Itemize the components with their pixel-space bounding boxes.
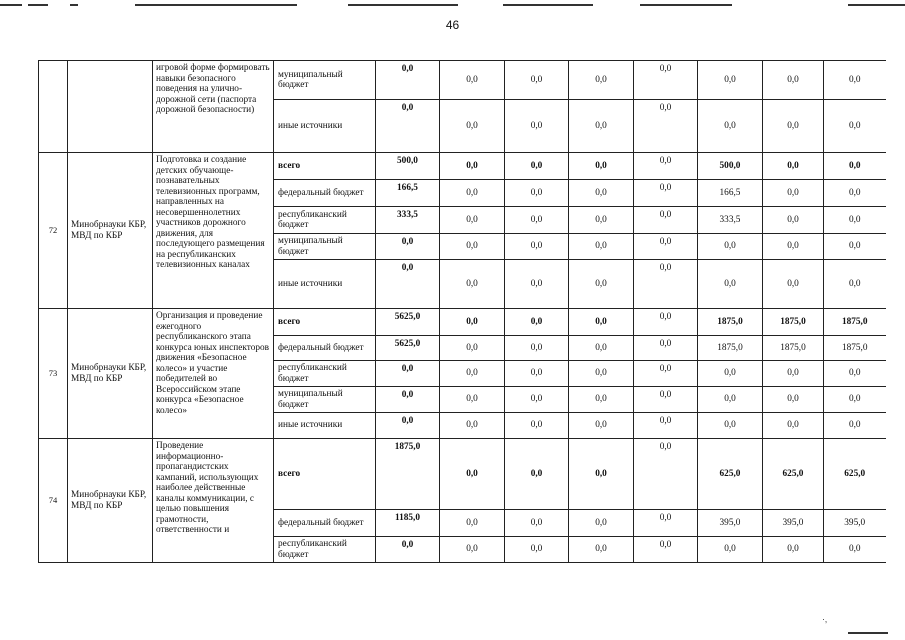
row-number	[39, 61, 68, 153]
amount-cell: 0,0	[505, 413, 569, 439]
amount-cell: 0,0	[824, 207, 886, 234]
amount-cell: 0,0	[763, 180, 824, 207]
scan-top-line	[348, 4, 458, 6]
amount-cell: 395,0	[763, 510, 824, 537]
amount-cell: 0,0	[569, 207, 634, 234]
amount-cell: 333,5	[698, 207, 763, 234]
amount-cell: 0,0	[440, 537, 505, 563]
amount-cell: 0,0	[505, 234, 569, 260]
amount-cell: 0,0	[505, 361, 569, 387]
amount-cell: 0,0	[634, 336, 698, 361]
amount-cell: 0,0	[824, 61, 886, 100]
amount-cell: 0,0	[698, 387, 763, 413]
amount-cell: 0,0	[440, 510, 505, 537]
amount-cell: 0,0	[698, 413, 763, 439]
amount-cell: 0,0	[634, 387, 698, 413]
funding-source: федеральный бюджет	[274, 180, 376, 207]
amount-cell: 0,0	[634, 510, 698, 537]
page-number: 46	[445, 18, 460, 32]
amount-cell: 0,0	[440, 439, 505, 510]
amount-cell: 0,0	[763, 387, 824, 413]
amount-cell: 500,0	[376, 153, 440, 180]
amount-cell: 0,0	[634, 537, 698, 563]
amount-cell: 0,0	[634, 180, 698, 207]
amount-cell: 0,0	[440, 207, 505, 234]
activity-description: Проведение информационно-пропагандистских кампаний, использующих наиболее действенные каналы коммуникации, с целью повышения грамотности, ответственности и	[153, 439, 274, 563]
row-number: 74	[39, 439, 68, 563]
amount-cell: 0,0	[376, 100, 440, 153]
table-row	[39, 439, 886, 510]
amount-cell: 0,0	[763, 100, 824, 153]
amount-cell: 0,0	[763, 537, 824, 563]
amount-cell: 0,0	[763, 207, 824, 234]
table-row	[39, 153, 886, 180]
amount-cell: 333,5	[376, 207, 440, 234]
amount-cell: 0,0	[440, 100, 505, 153]
amount-cell: 0,0	[698, 260, 763, 309]
budget-table	[38, 60, 886, 563]
amount-cell: 1875,0	[698, 336, 763, 361]
amount-cell: 0,0	[440, 336, 505, 361]
amount-cell: 500,0	[698, 153, 763, 180]
amount-cell: 0,0	[569, 387, 634, 413]
amount-cell: 0,0	[634, 361, 698, 387]
funding-source: федеральный бюджет	[274, 336, 376, 361]
amount-cell: 0,0	[824, 537, 886, 563]
amount-cell: 0,0	[569, 100, 634, 153]
amount-cell: 0,0	[569, 361, 634, 387]
amount-cell: 0,0	[569, 309, 634, 336]
funding-source: муниципальный бюджет	[274, 61, 376, 100]
amount-cell: 0,0	[505, 336, 569, 361]
amount-cell: 0,0	[505, 153, 569, 180]
amount-cell: 0,0	[824, 413, 886, 439]
amount-cell: 0,0	[634, 413, 698, 439]
amount-cell: 0,0	[634, 234, 698, 260]
amount-cell: 0,0	[824, 387, 886, 413]
amount-cell: 0,0	[440, 180, 505, 207]
amount-cell: 0,0	[763, 153, 824, 180]
executor-cell: Минобрнауки КБР, МВД по КБР	[68, 439, 153, 563]
funding-source: иные источники	[274, 413, 376, 439]
amount-cell: 0,0	[824, 361, 886, 387]
amount-cell: 0,0	[698, 234, 763, 260]
amount-cell: 0,0	[505, 260, 569, 309]
funding-source: муниципальный бюджет	[274, 234, 376, 260]
scan-bottom-line	[848, 632, 888, 634]
funding-source: муниципальный бюджет	[274, 387, 376, 413]
amount-cell: 0,0	[440, 61, 505, 100]
funding-source: республиканский бюджет	[274, 361, 376, 387]
amount-cell: 166,5	[376, 180, 440, 207]
activity-description: Организация и проведение ежегодного республиканского этапа конкурса юных инспекторов движения «Безопасное колесо» и участие победителей во Всероссийском этапе конкурса «Безопасное колесо»	[153, 309, 274, 439]
amount-cell: 395,0	[698, 510, 763, 537]
amount-cell: 0,0	[569, 413, 634, 439]
amount-cell: 0,0	[376, 234, 440, 260]
amount-cell: 0,0	[763, 361, 824, 387]
amount-cell: 0,0	[376, 61, 440, 100]
amount-cell: 0,0	[569, 439, 634, 510]
funding-source: всего	[274, 439, 376, 510]
amount-cell: 395,0	[824, 510, 886, 537]
amount-cell: 0,0	[698, 100, 763, 153]
funding-source: всего	[274, 309, 376, 336]
executor-cell: Минобрнауки КБР, МВД по КБР	[68, 153, 153, 309]
scan-top-line	[0, 4, 22, 6]
activity-description: игровой форме формировать навыки безопасного поведения на улично-дорожной сети (паспорта дорожной безопасности)	[153, 61, 274, 153]
amount-cell: 0,0	[376, 537, 440, 563]
amount-cell: 0,0	[634, 153, 698, 180]
amount-cell: 0,0	[569, 260, 634, 309]
activity-description: Подготовка и создание детских обучающе-познавательных телевизионных программ, направленных на несовершеннолетних участников дорожного движения, для последующего размещения на республиканских телевизионных каналах	[153, 153, 274, 309]
amount-cell: 0,0	[505, 100, 569, 153]
row-number: 73	[39, 309, 68, 439]
scan-top-line	[135, 4, 297, 6]
amount-cell: 0,0	[634, 207, 698, 234]
amount-cell: 0,0	[569, 234, 634, 260]
amount-cell: 5625,0	[376, 309, 440, 336]
amount-cell: 0,0	[505, 61, 569, 100]
funding-source: иные источники	[274, 260, 376, 309]
amount-cell: 0,0	[440, 361, 505, 387]
scan-mark: ·‚	[822, 614, 827, 624]
amount-cell: 625,0	[824, 439, 886, 510]
amount-cell: 0,0	[505, 309, 569, 336]
amount-cell: 0,0	[505, 537, 569, 563]
amount-cell: 0,0	[440, 260, 505, 309]
amount-cell: 0,0	[440, 234, 505, 260]
amount-cell: 0,0	[763, 260, 824, 309]
amount-cell: 0,0	[569, 510, 634, 537]
amount-cell: 0,0	[634, 260, 698, 309]
amount-cell: 0,0	[440, 387, 505, 413]
table-row	[39, 309, 886, 336]
amount-cell: 166,5	[698, 180, 763, 207]
funding-source: всего	[274, 153, 376, 180]
amount-cell: 0,0	[824, 260, 886, 309]
amount-cell: 0,0	[698, 361, 763, 387]
amount-cell: 0,0	[569, 180, 634, 207]
scan-top-line	[70, 4, 78, 6]
amount-cell: 0,0	[440, 413, 505, 439]
amount-cell: 0,0	[440, 153, 505, 180]
amount-cell: 0,0	[505, 180, 569, 207]
amount-cell: 1875,0	[763, 336, 824, 361]
amount-cell: 5625,0	[376, 336, 440, 361]
executor-cell	[68, 61, 153, 153]
scan-top-line	[848, 4, 905, 6]
amount-cell: 0,0	[376, 361, 440, 387]
amount-cell: 0,0	[763, 234, 824, 260]
row-number: 72	[39, 153, 68, 309]
scan-top-line	[503, 4, 593, 6]
amount-cell: 0,0	[505, 439, 569, 510]
amount-cell: 0,0	[569, 336, 634, 361]
amount-cell: 1875,0	[824, 309, 886, 336]
amount-cell: 0,0	[634, 61, 698, 100]
table-row	[39, 61, 886, 100]
amount-cell: 0,0	[763, 413, 824, 439]
amount-cell: 1875,0	[763, 309, 824, 336]
amount-cell: 0,0	[698, 537, 763, 563]
amount-cell: 0,0	[376, 260, 440, 309]
amount-cell: 625,0	[763, 439, 824, 510]
funding-source: иные источники	[274, 100, 376, 153]
amount-cell: 0,0	[376, 387, 440, 413]
amount-cell: 0,0	[505, 510, 569, 537]
amount-cell: 0,0	[824, 180, 886, 207]
amount-cell: 0,0	[505, 207, 569, 234]
amount-cell: 0,0	[569, 61, 634, 100]
amount-cell: 0,0	[376, 413, 440, 439]
funding-source: федеральный бюджет	[274, 510, 376, 537]
amount-cell: 0,0	[698, 61, 763, 100]
amount-cell: 0,0	[569, 537, 634, 563]
amount-cell: 1875,0	[824, 336, 886, 361]
amount-cell: 625,0	[698, 439, 763, 510]
scan-top-line	[28, 4, 48, 6]
amount-cell: 0,0	[824, 234, 886, 260]
amount-cell: 1875,0	[376, 439, 440, 510]
funding-source: республиканский бюджет	[274, 207, 376, 234]
amount-cell: 0,0	[824, 100, 886, 153]
amount-cell: 0,0	[634, 100, 698, 153]
amount-cell: 0,0	[569, 153, 634, 180]
amount-cell: 0,0	[634, 439, 698, 510]
amount-cell: 1185,0	[376, 510, 440, 537]
amount-cell: 0,0	[440, 309, 505, 336]
executor-cell: Минобрнауки КБР, МВД по КБР	[68, 309, 153, 439]
funding-source: республиканский бюджет	[274, 537, 376, 563]
scan-top-line	[640, 4, 732, 6]
amount-cell: 0,0	[505, 387, 569, 413]
amount-cell: 0,0	[824, 153, 886, 180]
amount-cell: 0,0	[634, 309, 698, 336]
amount-cell: 0,0	[763, 61, 824, 100]
amount-cell: 1875,0	[698, 309, 763, 336]
